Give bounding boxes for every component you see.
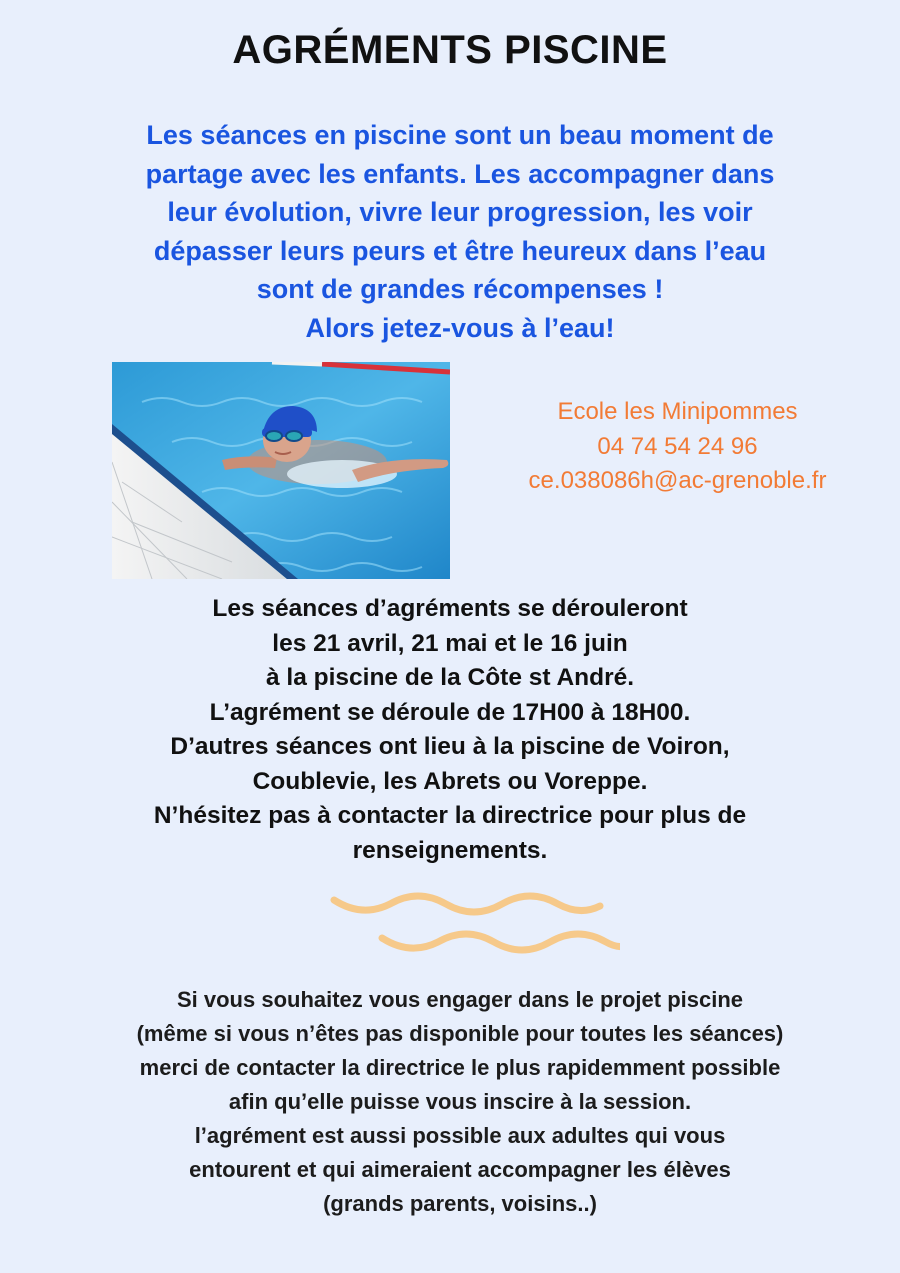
- intro-line: leur évolution, vivre leur progression, les voir: [167, 197, 753, 227]
- engage-line: Si vous souhaitez vous engager dans le projet piscine: [176, 987, 744, 1012]
- schedule-line: renseignements.: [352, 836, 548, 864]
- schedule-line: les 21 avril, 21 mai et le 16 juin: [272, 629, 628, 657]
- intro-line: Les séances en piscine sont un beau moment de: [146, 120, 774, 150]
- schedule-line: à la piscine de la Côte st André.: [265, 664, 635, 691]
- schedule-line: N’hésitez pas à contacter la directrice pour plus de: [153, 802, 747, 829]
- schedule-line: L’agrément se déroule de 17H00 à 18H00.: [209, 698, 691, 726]
- intro-line: partage avec les enfants. Les accompagner dans: [145, 158, 775, 189]
- school-name: Ecole les Minipommes: [557, 398, 798, 425]
- schedule-line: Les séances d’agréments se dérouleront: [212, 595, 688, 622]
- intro-line: Alors jetez-vous à l’eau!: [305, 312, 615, 343]
- engagement-paragraph: [40, 983, 880, 1221]
- school-phone[interactable]: 04 74 54 24 96: [597, 432, 758, 460]
- swimmer-photo: [112, 362, 450, 579]
- engage-line: merci de contacter la directrice le plus rapidemment possible: [139, 1055, 781, 1080]
- engage-line: (grands parents, voisins..): [323, 1191, 597, 1216]
- intro-paragraph: [60, 116, 860, 347]
- engage-line: entourent et qui aimeraient accompagner les élèves: [189, 1157, 731, 1182]
- schedule-line: D’autres séances ont lieu à la piscine de Voiron,: [170, 733, 730, 760]
- schedule-line: Coublevie, les Abrets ou Voreppe.: [252, 767, 648, 795]
- engage-line: afin qu’elle puisse vous inscire à la session.: [228, 1089, 692, 1114]
- schedule-paragraph: [50, 592, 850, 868]
- intro-line: sont de grandes récompenses !: [256, 274, 664, 304]
- engage-line: (même si vous n’êtes pas disponible pour toutes les séances): [136, 1021, 784, 1046]
- contact-info: [470, 395, 885, 499]
- waves-icon: [330, 888, 620, 958]
- school-email[interactable]: ce.038086h@ac-grenoble.fr: [528, 467, 827, 494]
- intro-line: dépasser leurs peurs et être heureux dans l’eau: [153, 235, 767, 266]
- engage-line: l’agrément est aussi possible aux adultes qui vous: [194, 1123, 726, 1148]
- page-title: AGRÉMENTS PISCINE: [232, 28, 668, 72]
